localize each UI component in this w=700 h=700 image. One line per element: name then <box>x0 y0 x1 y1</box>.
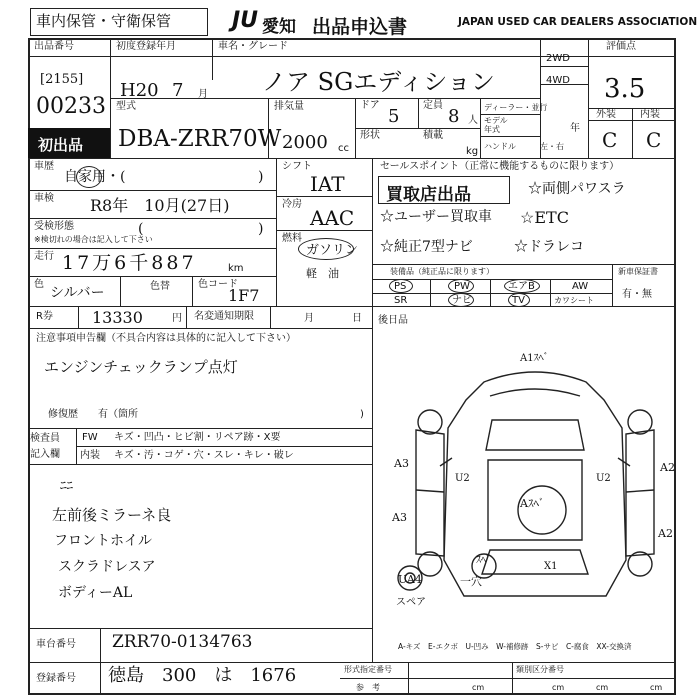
usage-circle-mark <box>76 166 102 188</box>
rating-label: 評価点 <box>606 41 636 52</box>
repair-history-close: ) <box>360 409 364 420</box>
association-name: JAPAN USED CAR DEALERS ASSOCIATION <box>458 16 698 28</box>
damage-mark-left-2: A3 <box>392 511 407 524</box>
doors-value: 5 <box>388 106 400 127</box>
color-number-label: 色替 <box>150 281 170 292</box>
sales-point-5: ☆ドラレコ <box>514 239 584 255</box>
equip-navi: ナビ <box>452 295 472 306</box>
footer-unit-4: cm <box>650 683 663 692</box>
remark-1: ﾆﾆ <box>60 479 73 494</box>
name-change-day: 日 <box>352 313 362 324</box>
exterior-grade: C <box>602 128 618 152</box>
damage-mark-right-2: A2 <box>658 527 673 540</box>
capacity-unit: 人 <box>468 115 478 126</box>
equip-sr: SR <box>394 295 408 306</box>
inspection-label: 車検 <box>34 193 54 204</box>
damage-mark-left-1: A3 <box>394 457 409 470</box>
inspector-label: 検査員 <box>30 433 60 444</box>
drive-4wd: 4WD <box>546 75 570 86</box>
receipt-open: ( <box>138 221 144 237</box>
aircon-label: 冷房 <box>282 199 302 210</box>
lot-sub-number: [2155] <box>40 72 84 87</box>
shift-label: シフト <box>282 161 312 172</box>
doors-label: ドア <box>360 100 380 111</box>
later-entry-label: 後日品 <box>378 315 408 326</box>
equip-ps-circle <box>389 279 413 293</box>
remark-3: フロントホイル <box>54 533 152 549</box>
remark-5: ボディーAL <box>58 585 133 601</box>
footer-class-number: 類別区分番号 <box>516 665 564 674</box>
rating-score: 3.5 <box>604 74 646 104</box>
load-unit: kg <box>466 146 479 157</box>
handle-label: ハンドル <box>484 142 516 151</box>
sales-point-2: ☆ユーザー買取車 <box>380 209 492 225</box>
registration-month: 7 <box>172 80 184 101</box>
equip-airbag-circle <box>504 279 540 293</box>
footer-reference: 参 考 <box>356 683 380 692</box>
model-name-label: 車名・グレード <box>218 41 288 52</box>
inspector-row2: キズ・汚・コゲ・穴・スレ・キレ・破レ <box>114 450 294 461</box>
displacement-unit: cc <box>338 143 349 154</box>
capacity-label: 定員 <box>423 100 443 111</box>
damage-mark-rear: UA4 <box>398 573 422 586</box>
aircon-value: AAC <box>310 206 355 230</box>
equip-pw-circle <box>448 279 474 293</box>
damage-mark-rear-left: ｽﾍﾞ <box>476 555 491 566</box>
interior-defect-label: 内装 <box>80 450 100 461</box>
displacement-label: 排気量 <box>274 101 304 112</box>
equip-tv: TV <box>512 295 525 306</box>
interior-label: 内装 <box>640 109 660 120</box>
color-value: シルバー <box>50 285 105 301</box>
fuel-diesel: 軽 油 <box>306 267 339 280</box>
mileage-value: 17万6千887 <box>62 252 197 274</box>
equipment-label: 装備品（純正品に限ります） <box>390 267 494 276</box>
usage-close: ) <box>258 169 264 185</box>
fuel-circle-mark <box>298 238 354 260</box>
model-year-label-1: モデル <box>484 116 508 125</box>
color-code-label: 色コード <box>198 279 238 290</box>
repair-history: 修復歴 有（箇所 <box>48 409 138 420</box>
inspection-value: R8年 10月(27日) <box>90 196 230 215</box>
equip-ps: PS <box>394 281 407 292</box>
model-year-unit: 年 <box>570 123 580 134</box>
footer-unit-3: cm <box>596 683 609 692</box>
doc-title: 出品申込書 <box>312 16 408 38</box>
drive-2wd: 2WD <box>546 53 570 64</box>
inspector-field-label: 記入欄 <box>30 449 60 460</box>
fw-label: FW <box>82 432 98 443</box>
car-damage-diagram <box>392 360 678 622</box>
displacement-value: 2000 <box>282 132 328 153</box>
r-ken-label: R券 <box>36 311 53 322</box>
ju-logo: JU <box>232 8 259 33</box>
inspector-row1: キズ・凹凸・ヒビ割・リペア跡・X要 <box>114 432 281 443</box>
receipt-close: ) <box>258 221 264 237</box>
registration-month-unit: 月 <box>198 89 208 100</box>
plate-label: 登録番号 <box>36 673 76 684</box>
capacity-value: 8 <box>448 106 460 127</box>
type-value: DBA-ZRR70W <box>118 126 282 152</box>
damage-mark-rear-right: X1 <box>544 561 558 572</box>
r-ken-yen: 円 <box>172 313 182 324</box>
fuel-label: 燃料 <box>282 233 302 244</box>
spare-label: スペア <box>396 597 426 608</box>
equip-navi-circle <box>448 293 474 307</box>
plate-number: 徳島 300 は 1676 <box>108 665 297 686</box>
damage-mark-roof: Aｽﾍﾞ <box>520 497 545 510</box>
model-name-value: ノア SGエディション <box>262 68 495 96</box>
damage-mark-right-1: A2 <box>660 461 675 474</box>
damage-mark-rear-hole: 一穴 <box>460 575 482 588</box>
equip-aw: AW <box>572 281 589 292</box>
damage-mark-pillar-left: U2 <box>455 473 470 484</box>
color-code-value: 1F7 <box>228 286 260 305</box>
remark-2: 左前後ミラーネ良 <box>52 506 172 524</box>
sales-highlight: 買取店出品 <box>386 185 471 205</box>
warranty-value: 有・無 <box>622 289 652 300</box>
mileage-unit: km <box>228 263 244 274</box>
exterior-label: 外装 <box>596 109 616 120</box>
notes-label: 注意事項申告欄（不具合内容は具体的に記入して下さい） <box>36 333 296 344</box>
usage-value: 自家用・( <box>64 169 126 185</box>
warranty-label: 新車保証書 <box>618 267 658 276</box>
notes-text: エンジンチェックランプ点灯 <box>44 358 238 376</box>
storage-label: 車内保管・守衛保管 <box>36 12 172 30</box>
remark-4: スクラドレスア <box>58 559 156 575</box>
dealer-label: ディーラー・並行 <box>484 103 548 112</box>
first-listing-label: 初出品 <box>38 136 84 154</box>
sales-points-label: セールスポイント（正常に機能するものに限ります） <box>380 161 620 172</box>
sales-point-1: ☆両側パワスラ <box>528 181 626 197</box>
handle-options: 左・右 <box>540 142 564 151</box>
equip-airbag: エアB <box>508 281 535 292</box>
footer-unit-2: cm <box>552 683 565 692</box>
damage-mark-pillar-right: U2 <box>596 473 611 484</box>
equip-tv-circle <box>508 293 530 307</box>
lot-number: 00233 <box>36 94 106 119</box>
name-change-month: 月 <box>304 313 314 324</box>
name-change-label: 名変通知期限 <box>194 311 254 322</box>
registration-label: 初度登録年月 <box>116 41 176 52</box>
receipt-note: ※検切れの場合は記入して下さい <box>34 235 153 244</box>
damage-mark-front: A1ｽﾍﾞ <box>520 353 549 364</box>
footer-unit-1: cm <box>472 683 485 692</box>
sales-point-3: ☆ETC <box>520 208 569 227</box>
shape-label: 形状 <box>360 130 380 141</box>
type-label: 型式 <box>116 101 136 112</box>
model-year-label-2: 年式 <box>484 125 500 134</box>
chassis-number: ZRR70-0134763 <box>112 632 253 652</box>
mileage-label: 走行 <box>34 251 54 262</box>
usage-label: 車歴 <box>34 161 54 172</box>
r-ken-value: 13330 <box>92 308 143 327</box>
chassis-label: 車台番号 <box>36 639 76 650</box>
registration-year: H20 <box>120 80 159 101</box>
shift-value: IAT <box>310 172 345 196</box>
prefecture: 愛知 <box>262 17 296 37</box>
equip-leather-seat: カワシート <box>554 296 594 305</box>
fuel-value: ガソリン <box>306 243 359 258</box>
damage-legend: A-キズ E-エクボ U-凹み W-補修跡 S-サビ C-腐食 XX-交換済 <box>398 642 632 651</box>
interior-grade: C <box>646 128 662 152</box>
sales-point-4: ☆純正7型ナビ <box>380 239 473 255</box>
color-label: 色 <box>34 279 44 290</box>
footer-type-number: 形式指定番号 <box>344 665 392 674</box>
load-label: 積載 <box>423 130 443 141</box>
receipt-label: 受検形態 <box>34 221 74 232</box>
lot-number-label: 出品番号 <box>34 41 74 52</box>
equip-pw: PW <box>454 281 470 292</box>
